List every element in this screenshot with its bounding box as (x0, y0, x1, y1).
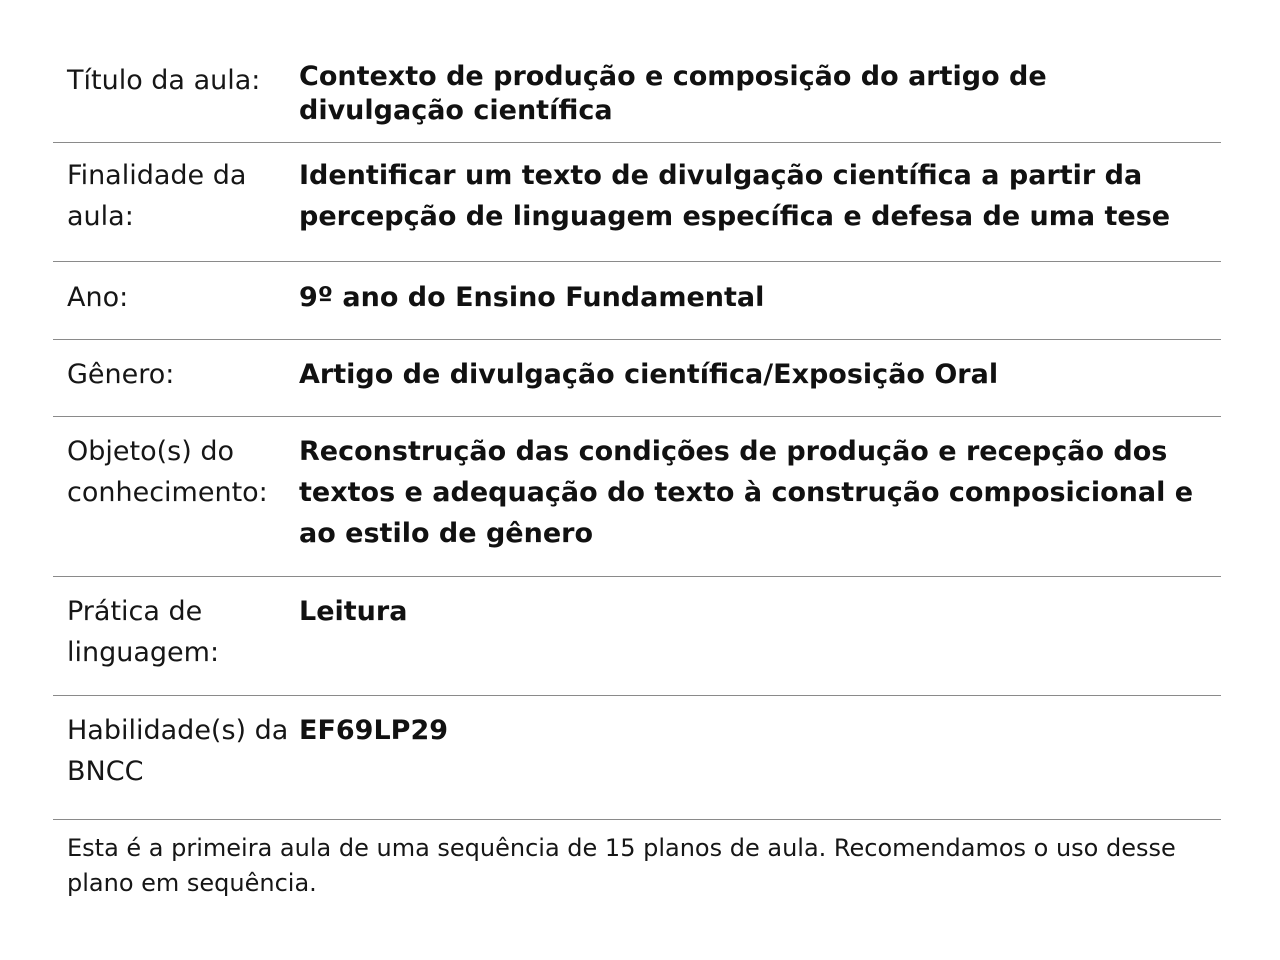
grade-label: Ano: (67, 282, 129, 313)
row-genre (53, 340, 1221, 417)
lesson-title-label: Título da aula: (67, 65, 261, 96)
genre-label: Gênero: (67, 359, 175, 390)
lesson-purpose-label: Finalidade da aula: (67, 160, 247, 232)
sequence-note: Esta é a primeira aula de uma sequência de 15 planos de aula. Recomendamos o uso desse plano em sequência. (67, 834, 1176, 897)
row-bncc-skills (53, 696, 1221, 820)
grade-value: 9º ano do Ensino Fundamental (299, 282, 765, 313)
language-practice-label: Prática de linguagem: (67, 596, 220, 668)
bncc-skills-label: Habilidade(s) da BNCC (67, 715, 289, 787)
lesson-plan-table (53, 48, 1221, 901)
knowledge-objects-value: Reconstrução das condições de produção e recepção dos textos e adequação do texto à construção composicional e ao estilo de gênero (299, 436, 1194, 549)
knowledge-objects-label: Objeto(s) do conhecimento: (67, 436, 268, 508)
row-knowledge-objects (53, 417, 1221, 577)
row-lesson-title (53, 48, 1221, 143)
row-grade (53, 262, 1221, 340)
row-lesson-purpose (53, 143, 1221, 262)
lesson-title-value: Contexto de produção e composição do artigo de divulgação científica (299, 61, 1047, 126)
genre-value: Artigo de divulgação científica/Exposição Oral (299, 359, 999, 390)
bncc-skills-value: EF69LP29 (299, 715, 449, 746)
lesson-purpose-value: Identificar um texto de divulgação científica a partir da percepção de linguagem específica e defesa de uma tese (299, 160, 1171, 232)
language-practice-value: Leitura (299, 596, 408, 627)
row-language-practice (53, 577, 1221, 696)
